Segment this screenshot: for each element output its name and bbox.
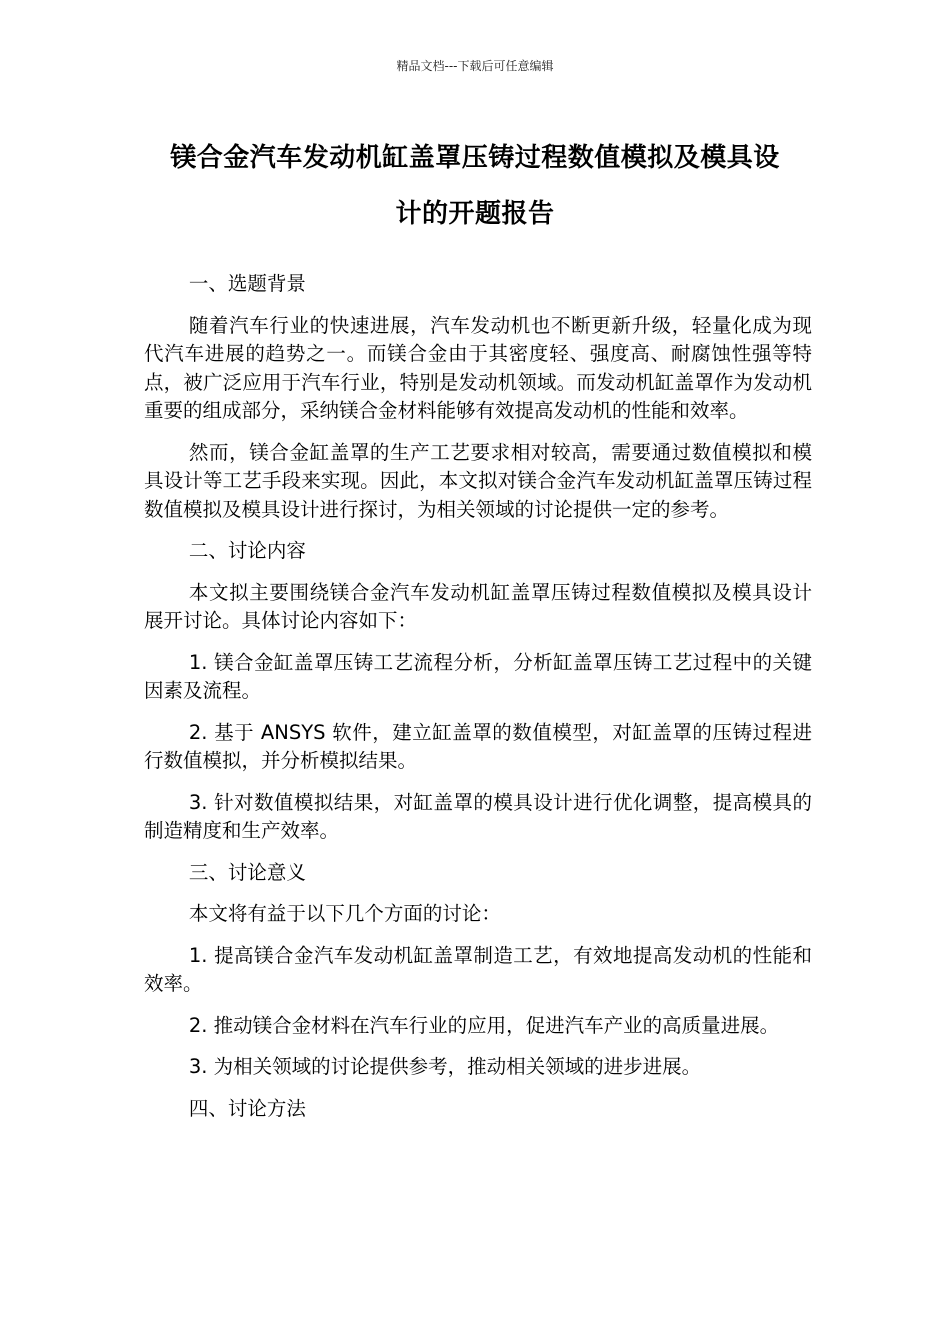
- document-title-line-2: 计的开题报告: [395, 199, 555, 229]
- significance-item-3: 3. 为相关领域的讨论提供参考，推动相关领域的进步进展。: [188, 1055, 702, 1078]
- background-paragraph-1: 随着汽车行业的快速进展，汽车发动机也不断更新升级，轻量化成为现代汽车进展的趋势之一。而镁合金由于其密度轻、强度高、耐腐蚀性强等特点，被广泛应用于汽车行业，特别是发动机领域。而发动机缸盖罩作为发动机重要的组成部分，采纳镁合金材料能够有效提高发动机的性能和效率。: [144, 313, 812, 422]
- content-item-2: 2. 基于 ANSYS 软件，建立缸盖罩的数值模型，对缸盖罩的压铸过程进行数值模拟，并分析模拟结果。: [144, 720, 812, 772]
- content-item-1: 1. 镁合金缸盖罩压铸工艺流程分析，分析缸盖罩压铸工艺过程中的关键因素及流程。: [144, 650, 812, 702]
- document-body: [144, 270, 812, 1136]
- document-title-line-1: 镁合金汽车发动机缸盖罩压铸过程数值模拟及模具设: [170, 143, 780, 173]
- section-heading-content: 二、讨论内容: [188, 539, 306, 562]
- header-note: 精品文档---下载后可任意编辑: [396, 59, 554, 73]
- section-heading-significance: 三、讨论意义: [188, 860, 306, 884]
- significance-intro: 本文将有益于以下几个方面的讨论：: [188, 902, 501, 925]
- content-item-3: 3. 针对数值模拟结果，对缸盖罩的模具设计进行优化调整，提高模具的制造精度和生产效率。: [144, 790, 812, 842]
- section-heading-background: 一、选题背景: [188, 272, 306, 295]
- background-paragraph-2: 然而，镁合金缸盖罩的生产工艺要求相对较高，需要通过数值模拟和模具设计等工艺手段来实现。因此，本文拟对镁合金汽车发动机缸盖罩压铸过程数值模拟及模具设计进行探讨，为相关领域的讨论提供一定的参考。: [144, 440, 812, 521]
- significance-item-2: 2. 推动镁合金材料在汽车行业的应用，促进汽车产业的高质量进展。: [188, 1013, 780, 1037]
- document-title: [140, 130, 810, 242]
- significance-item-1: 1. 提高镁合金汽车发动机缸盖罩制造工艺，有效地提高发动机的性能和效率。: [144, 943, 812, 995]
- content-intro: 本文拟主要围绕镁合金汽车发动机缸盖罩压铸过程数值模拟及模具设计展开讨论。具体讨论内容如下：: [144, 580, 812, 632]
- section-heading-method: 四、讨论方法: [188, 1096, 306, 1120]
